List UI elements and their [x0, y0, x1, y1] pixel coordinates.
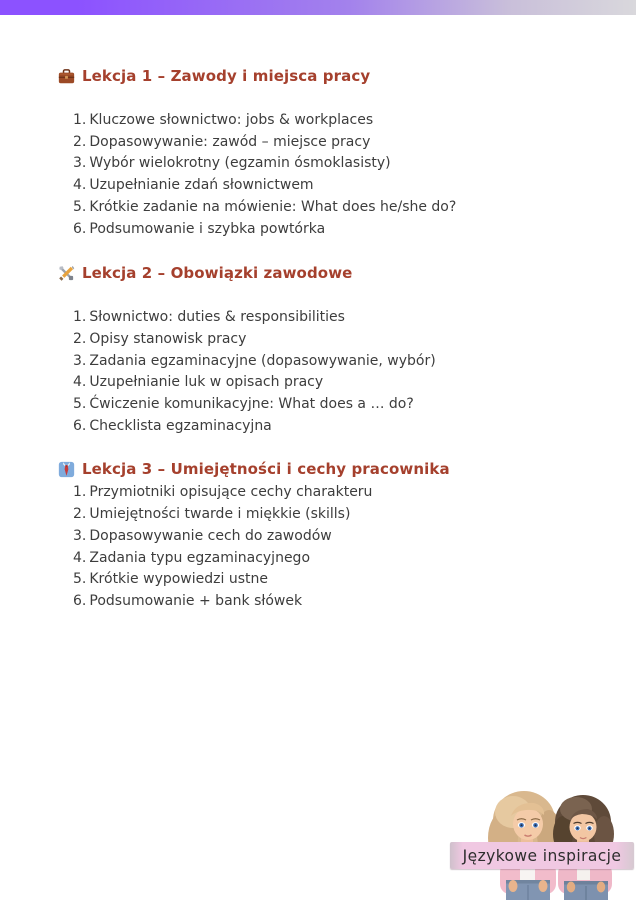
list-item: Uzupełnianie luk w opisach pracy — [89, 374, 324, 391]
list-item: Dopasowywanie: zawód – miejsce pracy — [89, 133, 371, 150]
list-item: Zadania typu egzaminacyjnego — [89, 549, 311, 566]
list-item: Uzupełnianie zdań słownictwem — [89, 177, 314, 194]
lesson-3-list — [73, 482, 596, 612]
lesson-3-title: Lekcja 3 – Umiejętności i cechy pracownika — [82, 460, 450, 479]
list-item: Wybór wielokrotny (egzamin ósmoklasisty) — [89, 155, 391, 172]
top-gradient-bar — [0, 0, 636, 15]
lesson-2-heading — [58, 264, 636, 282]
list-item: Przymiotniki opisujące cechy charakteru — [89, 484, 373, 501]
list-item: Podsumowanie i szybka powtórka — [89, 220, 326, 237]
list-item: Checklista egzaminacyjna — [89, 417, 272, 434]
list-item: Kluczowe słownictwo: jobs & workplaces — [89, 112, 374, 128]
logo — [450, 782, 636, 900]
logo-characters-illustration — [450, 782, 636, 900]
list-item: Podsumowanie + bank słówek — [89, 592, 303, 609]
list-item: Ćwiczenie komunikacyjne: What does a … do? — [89, 396, 414, 413]
lesson-1-heading — [58, 67, 636, 85]
lesson-plan-content — [0, 15, 636, 613]
lesson-1-list — [73, 110, 596, 240]
logo-banner — [450, 842, 634, 869]
lesson-2-title: Lekcja 2 – Obowiązki zawodowe — [82, 264, 353, 283]
list-item: Krótkie zadanie na mówienie: What does he/she do? — [89, 198, 457, 215]
list-item: Dopasowywanie cech do zawodów — [89, 527, 332, 544]
list-item: Zadania egzaminacyjne (dopasowywanie, wybór) — [89, 352, 436, 369]
lesson-3-heading — [58, 460, 636, 478]
list-item: Umiejętności twarde i miękkie (skills) — [89, 506, 351, 523]
lesson-1-title: Lekcja 1 – Zawody i miejsca pracy — [82, 67, 371, 85]
briefcase-icon — [58, 68, 75, 85]
list-item: Krótkie wypowiedzi ustne — [89, 571, 268, 588]
lesson-2-list — [73, 307, 596, 437]
list-item: Opisy stanowisk pracy — [89, 330, 247, 347]
hammer-wrench-icon — [58, 265, 75, 282]
necktie-icon — [58, 461, 75, 478]
list-item: Słownictwo: duties & responsibilities — [89, 309, 345, 326]
logo-banner-text: Językowe inspiracje — [462, 846, 622, 865]
